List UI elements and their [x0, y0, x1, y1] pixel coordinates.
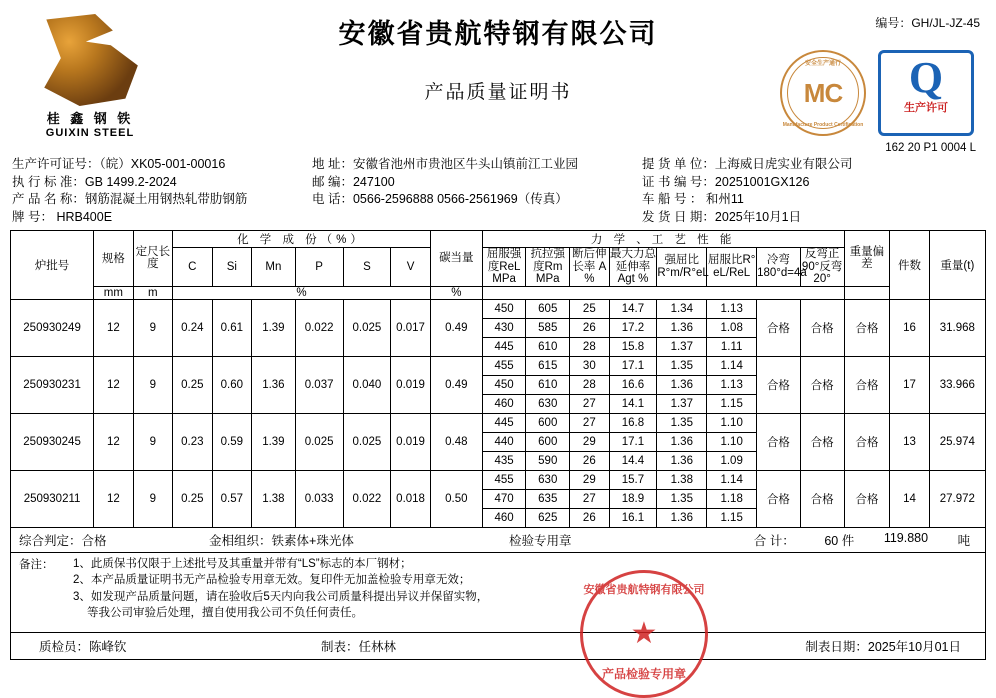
info-block: [10, 154, 986, 230]
cell-rebend: 合格: [800, 413, 844, 470]
info-mid-column: [312, 156, 642, 226]
cell-agt: 15.7: [609, 470, 657, 489]
cell-c: 0.24: [173, 299, 212, 356]
info-postcode: 邮 编：247100: [312, 174, 395, 189]
logo-name-cn: 桂 鑫 钢 铁: [46, 112, 134, 127]
cell-agt: 14.1: [609, 394, 657, 413]
info-product-name: 产 品 名 称：钢筋混凝土用钢热轧带肋钢筋: [12, 192, 248, 206]
cell-rel: 470: [482, 489, 526, 508]
inspector-value: 陈峰钦: [89, 639, 127, 654]
cell-rel-ratio: 1.14: [707, 356, 757, 375]
sq-seal-text: 生产许可: [904, 102, 948, 114]
total-label: 合 计：: [753, 533, 795, 548]
mc-seal-top-text: 安全生产通行: [804, 61, 841, 67]
th-mech-rm: 抗拉强度Rm MPa: [526, 248, 570, 287]
th-chem-v: V: [391, 248, 431, 287]
table-row: [11, 413, 986, 432]
cell-rel: 435: [482, 451, 526, 470]
cell-v: 0.018: [391, 470, 431, 527]
cell-rm: 605: [526, 299, 570, 318]
cell-agt: 16.6: [609, 375, 657, 394]
th-pieces: 件数: [890, 231, 929, 300]
th-chem-si: Si: [212, 248, 251, 287]
cell-s: 0.022: [343, 470, 391, 527]
cell-rm-rel: 1.36: [657, 432, 707, 451]
cell-a: 27: [570, 489, 609, 508]
cell-p: 0.025: [295, 413, 343, 470]
info-vehicle: 车 船 号 ： 和州11: [642, 192, 744, 206]
th-mech-group: 力 学 、工 艺 性 能: [482, 231, 844, 248]
th-mech-bend: 冷弯180°d=4a: [757, 248, 801, 287]
cell-rm-rel: 1.34: [657, 299, 707, 318]
cell-s: 0.040: [343, 356, 391, 413]
cell-a: 29: [570, 432, 609, 451]
star-icon: ★: [630, 617, 658, 650]
info-address: 地 址：安徽省池州市贵池区牛头山镇前江工业园: [312, 157, 578, 171]
cell-p: 0.033: [295, 470, 343, 527]
date-value: 2025年10月01日: [867, 639, 961, 654]
cell-rel-ratio: 1.18: [707, 489, 757, 508]
document-header: [10, 6, 986, 154]
info-license-no: 生产许可证号：（皖）XK05-001-00016: [12, 157, 226, 171]
cell-c: 0.25: [173, 356, 212, 413]
verdict-cell: [11, 531, 201, 549]
document-title: 产品质量证明书: [424, 81, 572, 103]
inspector-label: 质检员：: [39, 639, 90, 654]
cell-rm: 610: [526, 375, 570, 394]
cell-ceq: 0.49: [430, 356, 482, 413]
cell-rel-ratio: 1.09: [707, 451, 757, 470]
cell-rebend: 合格: [800, 470, 844, 527]
cell-mn: 1.39: [252, 413, 296, 470]
cell-rm: 615: [526, 356, 570, 375]
cell-length: 9: [133, 413, 172, 470]
cell-spec: 12: [94, 356, 133, 413]
logo-name-en: GUIXIN STEEL: [45, 127, 135, 139]
th-mech-rel-ratio: 屈服比R° eL/ReL: [707, 248, 757, 287]
cell-bend: 合格: [757, 413, 801, 470]
cell-a: 26: [570, 451, 609, 470]
cell-spec: 12: [94, 413, 133, 470]
cell-v: 0.019: [391, 356, 431, 413]
info-right-column: [642, 156, 986, 226]
company-logo: [30, 14, 150, 144]
cell-rm-rel: 1.36: [657, 508, 707, 527]
cell-rm: 600: [526, 432, 570, 451]
verdict-label: 综合判定：: [19, 533, 82, 548]
note-item: 3、如发现产品质量问题，请在验收后5天内向我公司质量科提出异议并保留实物，: [73, 590, 489, 603]
th-chem-group: 化 学 成 份（%）: [173, 231, 431, 248]
note-item: 等我公司审验后处理，擅自使用我公司不负任何责任。: [87, 607, 363, 619]
th-weight: 重量(t): [929, 231, 985, 300]
cell-weight: 27.972: [929, 470, 985, 527]
cell-rm: 635: [526, 489, 570, 508]
cell-agt: 14.4: [609, 451, 657, 470]
cell-bend: 合格: [757, 356, 801, 413]
cell-c: 0.25: [173, 470, 212, 527]
cell-rm-rel: 1.37: [657, 394, 707, 413]
cell-heat-no: 250930245: [11, 413, 94, 470]
th-mech-unit: [482, 286, 844, 299]
logo-mark-icon: [38, 14, 142, 106]
sq-license-seal: [878, 50, 974, 136]
th-ceq-unit: %: [430, 286, 482, 299]
sq-seal-letter: Q: [908, 53, 944, 102]
notes-block: [10, 553, 986, 633]
cell-rel: 445: [482, 337, 526, 356]
metallo-value: 铁素体+珠光体: [271, 533, 354, 548]
th-mech-rm-rel: 强屈比R°m/R°eL: [657, 248, 707, 287]
cell-rm: 585: [526, 318, 570, 337]
cell-rel: 455: [482, 470, 526, 489]
th-mech-a: 断后伸长率 A %: [570, 248, 609, 287]
cell-ceq: 0.50: [430, 470, 482, 527]
info-phone: 电 话：0566-2596888 0566-2561969（传真）: [312, 192, 568, 206]
cell-v: 0.017: [391, 299, 431, 356]
summary-row: [10, 528, 986, 553]
cell-rel: 450: [482, 375, 526, 394]
date-cell: [581, 637, 985, 655]
cell-rel-ratio: 1.10: [707, 413, 757, 432]
cell-weight: 33.966: [929, 356, 985, 413]
table-row: [11, 356, 986, 375]
cell-spec: 12: [94, 299, 133, 356]
cell-agt: 15.8: [609, 337, 657, 356]
cell-rm: 625: [526, 508, 570, 527]
cell-heat-no: 250930249: [11, 299, 94, 356]
cell-weight-dev: 合格: [844, 356, 890, 413]
cell-rm-rel: 1.35: [657, 489, 707, 508]
info-grade: 牌 号： HRB400E: [12, 209, 113, 224]
cell-a: 25: [570, 299, 609, 318]
cell-rel: 460: [482, 394, 526, 413]
cell-rel: 445: [482, 413, 526, 432]
th-chem-unit: %: [173, 286, 431, 299]
maker-cell: [301, 637, 581, 655]
cell-a: 28: [570, 337, 609, 356]
cell-a: 30: [570, 356, 609, 375]
cell-a: 26: [570, 318, 609, 337]
verdict-value: 合格: [81, 533, 107, 548]
mc-seal-letters: MC: [803, 77, 843, 108]
cell-agt: 17.2: [609, 318, 657, 337]
th-length-unit: m: [133, 286, 172, 299]
metallo-cell: [201, 531, 501, 549]
date-label: 制表日期：: [805, 639, 868, 654]
red-seal-bottom-text: 产品检验专用章: [601, 667, 686, 681]
cell-pieces: 17: [890, 356, 929, 413]
cell-rm-rel: 1.35: [657, 413, 707, 432]
cell-rel: 455: [482, 356, 526, 375]
red-seal-top-text: 安徽省贵航特钢有限公司: [583, 584, 705, 596]
cell-heat-no: 250930231: [11, 356, 94, 413]
th-spec: 规格: [94, 231, 133, 287]
inspector-cell: [11, 637, 301, 655]
cell-rm-rel: 1.37: [657, 337, 707, 356]
barcode-text: 162 20 P1 0004 L: [885, 142, 976, 154]
cell-bend: 合格: [757, 470, 801, 527]
cell-s: 0.025: [343, 413, 391, 470]
cell-rel-ratio: 1.13: [707, 375, 757, 394]
cell-rm: 630: [526, 470, 570, 489]
inspection-table: [10, 230, 986, 528]
th-chem-mn: Mn: [252, 248, 296, 287]
cell-length: 9: [133, 299, 172, 356]
info-standard: 执 行 标 准：GB 1499.2-2024: [12, 174, 177, 189]
cell-si: 0.57: [212, 470, 251, 527]
th-chem-c: C: [173, 248, 212, 287]
cell-weight: 25.974: [929, 413, 985, 470]
cell-rm: 590: [526, 451, 570, 470]
cell-a: 27: [570, 413, 609, 432]
note-item: 2、本产品质量证明书无产品检验专用章无效。复印件无加盖检验专用章无效；: [73, 574, 471, 586]
mc-seal-ring: [787, 57, 859, 129]
th-chem-s: S: [343, 248, 391, 287]
cell-rel: 460: [482, 508, 526, 527]
inspect-seal-cell: 检验专用章: [509, 533, 572, 548]
cell-a: 28: [570, 375, 609, 394]
cell-pieces: 16: [890, 299, 929, 356]
mc-certification-seal: [780, 50, 866, 136]
cell-heat-no: 250930211: [11, 470, 94, 527]
cell-rm-rel: 1.36: [657, 318, 707, 337]
cell-agt: 16.8: [609, 413, 657, 432]
cell-rel-ratio: 1.13: [707, 299, 757, 318]
cell-agt: 17.1: [609, 432, 657, 451]
cell-rebend: 合格: [800, 299, 844, 356]
cell-rm-rel: 1.35: [657, 356, 707, 375]
total-weight: 119.880: [883, 530, 929, 545]
cell-rm-rel: 1.38: [657, 470, 707, 489]
th-mech-rebend: 反弯正90°反弯20°: [801, 248, 843, 285]
totals-cell: [731, 531, 985, 549]
cell-ceq: 0.48: [430, 413, 482, 470]
cell-spec: 12: [94, 470, 133, 527]
th-heat-no: 炉批号: [11, 231, 94, 300]
cell-v: 0.019: [391, 413, 431, 470]
cell-rel-ratio: 1.10: [707, 432, 757, 451]
cell-rm-rel: 1.36: [657, 375, 707, 394]
cell-rel: 450: [482, 299, 526, 318]
cell-rm: 610: [526, 337, 570, 356]
cell-rel-ratio: 1.08: [707, 318, 757, 337]
signature-row: [10, 633, 986, 660]
cell-p: 0.022: [295, 299, 343, 356]
th-dev-unit: [844, 286, 890, 299]
cell-agt: 17.1: [609, 356, 657, 375]
th-ceq-title: 碳当量: [430, 231, 482, 287]
cell-pieces: 14: [890, 470, 929, 527]
cell-mn: 1.38: [252, 470, 296, 527]
cell-a: 26: [570, 508, 609, 527]
cell-c: 0.23: [173, 413, 212, 470]
cell-weight-dev: 合格: [844, 299, 890, 356]
cell-length: 9: [133, 470, 172, 527]
cell-agt: 18.9: [609, 489, 657, 508]
maker-value: 任林林: [358, 639, 397, 654]
cell-bend: 合格: [757, 299, 801, 356]
cell-rel: 440: [482, 432, 526, 451]
th-spec-unit: mm: [94, 286, 133, 299]
inspection-table-body: [11, 299, 986, 527]
cell-weight-dev: 合格: [844, 470, 890, 527]
cell-weight: 31.968: [929, 299, 985, 356]
cell-rel-ratio: 1.11: [707, 337, 757, 356]
cell-rel-ratio: 1.15: [707, 394, 757, 413]
th-length: 定尺长度: [133, 231, 172, 287]
cell-mn: 1.39: [252, 299, 296, 356]
cell-rel-ratio: 1.14: [707, 470, 757, 489]
notes-list: [17, 556, 979, 622]
table-row: [11, 470, 986, 489]
cell-mn: 1.36: [252, 356, 296, 413]
cell-rm-rel: 1.36: [657, 451, 707, 470]
info-cert-no: 证 书 编 号：20251001GX126: [642, 174, 810, 189]
cell-p: 0.037: [295, 356, 343, 413]
cell-a: 29: [570, 470, 609, 489]
cell-rm: 630: [526, 394, 570, 413]
table-row: [11, 299, 986, 318]
total-unit: 吨: [957, 533, 971, 548]
info-ship-date: 发 货 日 期：2025年10月1日: [642, 209, 802, 224]
cell-length: 9: [133, 356, 172, 413]
note-item: 1、此质保书仅限于上述批号及其重量并带有“LS”标志的本厂钢材；: [73, 557, 412, 570]
info-left-column: [12, 156, 312, 226]
document-number: 编号：GH/JL-JZ-45: [875, 16, 980, 30]
notes-title: 备注：: [19, 558, 54, 571]
cell-ceq: 0.49: [430, 299, 482, 356]
cell-rebend: 合格: [800, 356, 844, 413]
cell-si: 0.61: [212, 299, 251, 356]
metallo-label: 金相组织：: [209, 533, 272, 548]
cell-rm: 600: [526, 413, 570, 432]
cell-rel: 430: [482, 318, 526, 337]
maker-label: 制表：: [321, 639, 359, 654]
th-mech-agt: 最大力总延伸率 Agt %: [609, 248, 656, 285]
cell-si: 0.60: [212, 356, 251, 413]
th-weight-dev: 重量偏差: [844, 231, 890, 287]
cell-pieces: 13: [890, 413, 929, 470]
cell-rel-ratio: 1.15: [707, 508, 757, 527]
th-chem-p: P: [295, 248, 343, 287]
th-mech-rel: 屈服强度ReL MPa: [482, 248, 526, 287]
mc-seal-bottom-text: Manufacture Product Certification: [782, 122, 864, 128]
total-pieces: 60 件: [824, 533, 855, 548]
cell-si: 0.59: [212, 413, 251, 470]
info-customer: 提 货 单 位：上海威日虎实业有限公司: [642, 157, 853, 171]
cell-agt: 14.7: [609, 299, 657, 318]
company-name: 安徽省贵航特钢有限公司: [338, 19, 658, 50]
cell-agt: 16.1: [609, 508, 657, 527]
cell-s: 0.025: [343, 299, 391, 356]
cell-a: 27: [570, 394, 609, 413]
cell-weight-dev: 合格: [844, 413, 890, 470]
